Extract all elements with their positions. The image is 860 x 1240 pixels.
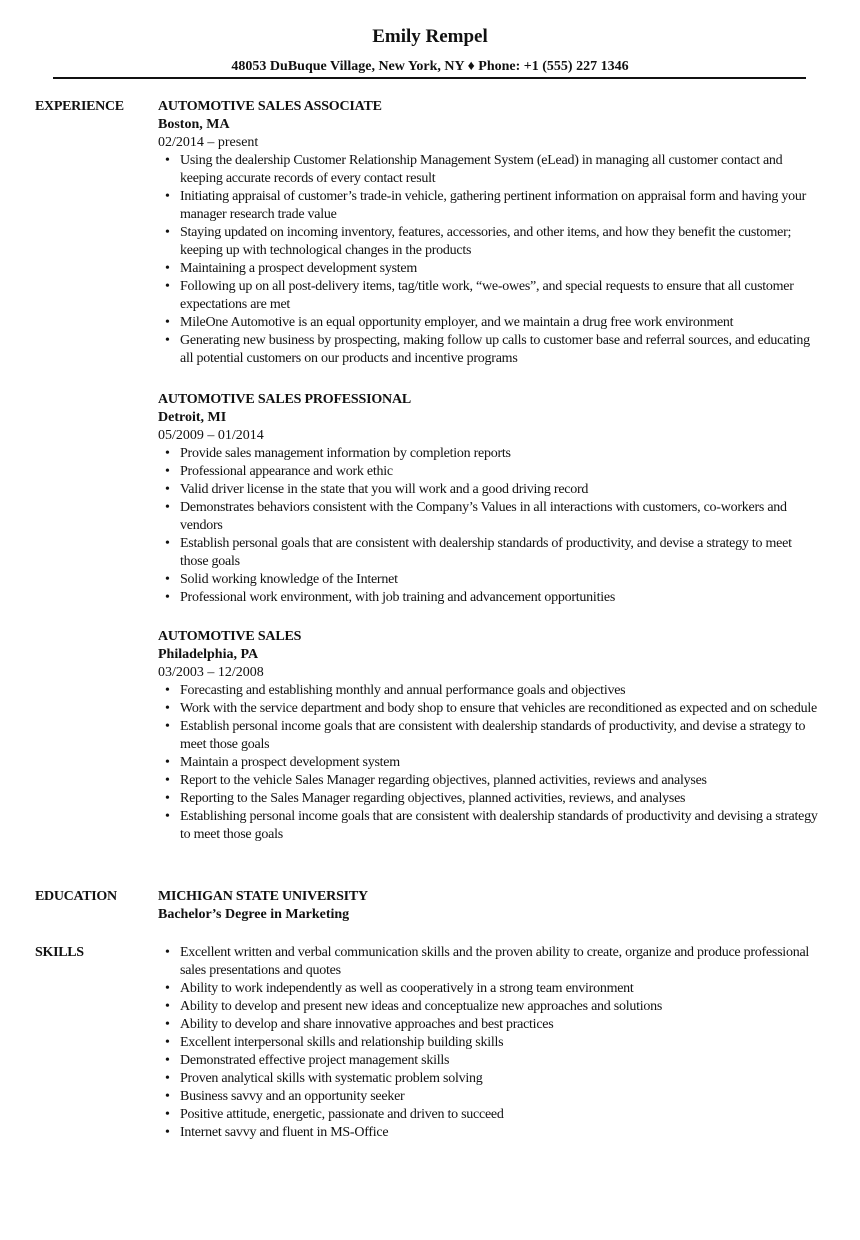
job-location: Detroit, MI: [158, 410, 227, 425]
bullet-item: • Generating new business by prospecting, making follow up calls to customer base and referral sources, and educating all potential customers on our products and incentive programs: [180, 332, 818, 368]
job-bullets: [158, 682, 818, 844]
bullet-item: • Following up on all post-delivery items, tag/title work, “we-owes”, and special requests to ensure that all customer expectations are met: [180, 278, 818, 314]
bullet-item: • Reporting to the Sales Manager regarding objectives, planned activities, reviews, and analyses: [180, 790, 818, 808]
bullet-item: • MileOne Automotive is an equal opportunity employer, and we maintain a drug free work environment: [180, 314, 818, 332]
bullet-item: • Professional appearance and work ethic: [180, 463, 818, 481]
bullet-item: • Forecasting and establishing monthly and annual performance goals and objectives: [180, 682, 818, 700]
job-dates: 02/2014 – present: [158, 135, 259, 150]
bullet-item: • Valid driver license in the state that you will work and a good driving record: [180, 481, 818, 499]
school-name: MICHIGAN STATE UNIVERSITY: [158, 889, 368, 904]
skill-item: • Excellent written and verbal communication skills and the proven ability to create, organize and produce professional sales presentations and quotes: [180, 944, 818, 980]
contact-line: 48053 DuBuque Village, New York, NY ♦ Phone: +1 (555) 227 1346: [231, 59, 629, 74]
bullet-item: • Establish personal goals that are consistent with dealership standards of productivity, and devise a strategy to meet those goals: [180, 535, 818, 571]
skill-item: • Internet savvy and fluent in MS-Office: [180, 1124, 818, 1142]
header-divider: [53, 77, 806, 79]
education-entry: [158, 888, 818, 924]
skill-item: • Ability to develop and present new ideas and conceptualize new approaches and solutions: [180, 998, 818, 1016]
bullet-item: • Initiating appraisal of customer’s trade-in vehicle, gathering pertinent information on appraisal form and having your manager research trade value: [180, 188, 818, 224]
bullet-item: • Professional work environment, with job training and advancement opportunities: [180, 589, 818, 607]
degree: Bachelor’s Degree in Marketing: [158, 907, 350, 922]
bullet-item: • Staying updated on incoming inventory, features, accessories, and other items, and how they benefit the customer; keeping up with technological changes in the products: [180, 224, 818, 260]
job-entry: [158, 628, 818, 844]
skills-list: [158, 944, 818, 1142]
job-title: AUTOMOTIVE SALES: [158, 629, 302, 644]
skill-item: • Excellent interpersonal skills and relationship building skills: [180, 1034, 818, 1052]
skill-item: • Demonstrated effective project management skills: [180, 1052, 818, 1070]
job-location: Boston, MA: [158, 117, 230, 132]
skill-item: • Business savvy and an opportunity seeker: [180, 1088, 818, 1106]
bullet-item: • Provide sales management information by completion reports: [180, 445, 818, 463]
bullet-item: • Solid working knowledge of the Internet: [180, 571, 818, 589]
bullet-item: • Report to the vehicle Sales Manager regarding objectives, planned activities, reviews and analyses: [180, 772, 818, 790]
job-bullets: [158, 445, 818, 607]
bullet-item: • Maintain a prospect development system: [180, 754, 818, 772]
skill-item: • Proven analytical skills with systematic problem solving: [180, 1070, 818, 1088]
bullet-item: • Maintaining a prospect development system: [180, 260, 818, 278]
job-entry: [158, 391, 818, 607]
section-label-education: EDUCATION: [35, 889, 117, 904]
bullet-item: • Demonstrates behaviors consistent with the Company’s Values in all interactions with customers, co-workers and vendors: [180, 499, 818, 535]
job-dates: 05/2009 – 01/2014: [158, 428, 264, 443]
job-location: Philadelphia, PA: [158, 647, 259, 662]
job-dates: 03/2003 – 12/2008: [158, 665, 264, 680]
bullet-item: • Using the dealership Customer Relationship Management System (eLead) in managing all customer contact and keeping accurate records of every contact result: [180, 152, 818, 188]
bullet-item: • Work with the service department and body shop to ensure that vehicles are reconditioned as expected and on schedule: [180, 700, 818, 718]
job-entry: [158, 98, 818, 368]
job-title: AUTOMOTIVE SALES PROFESSIONAL: [158, 392, 412, 407]
job-bullets: [158, 152, 818, 368]
section-label-skills: SKILLS: [35, 945, 84, 960]
bullet-item: • Establishing personal income goals that are consistent with dealership standards of productivity and devising a strategy to meet those goals: [180, 808, 818, 844]
job-title: AUTOMOTIVE SALES ASSOCIATE: [158, 99, 382, 114]
skill-item: • Ability to develop and share innovative approaches and best practices: [180, 1016, 818, 1034]
skill-item: • Ability to work independently as well as cooperatively in a strong team environment: [180, 980, 818, 998]
bullet-item: • Establish personal income goals that are consistent with dealership standards of productivity, and devise a strategy to meet those goals: [180, 718, 818, 754]
candidate-name: Emily Rempel: [372, 26, 488, 47]
skills-entry: [158, 944, 818, 1142]
skill-item: • Positive attitude, energetic, passionate and driven to succeed: [180, 1106, 818, 1124]
section-label-experience: EXPERIENCE: [35, 99, 124, 114]
